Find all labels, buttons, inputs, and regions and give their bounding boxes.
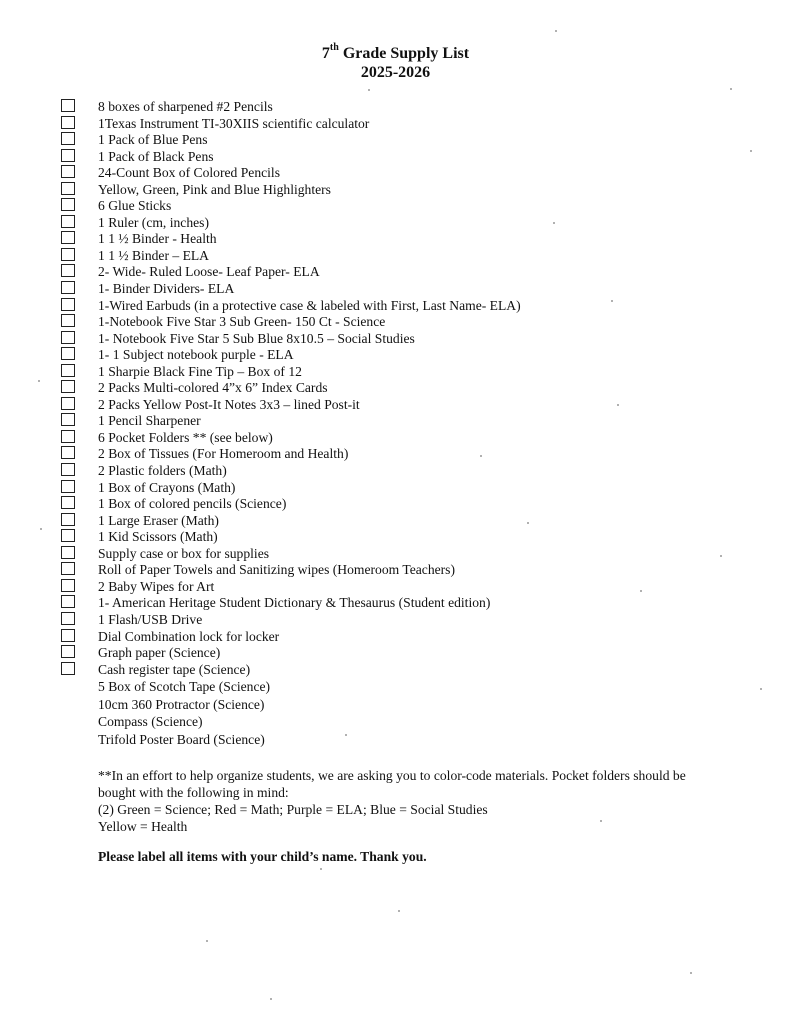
checkbox[interactable] (61, 546, 75, 559)
checkbox[interactable] (61, 480, 75, 493)
list-item: 1 Pack of Blue Pens (98, 132, 208, 148)
list-item: 10cm 360 Protractor (Science) (98, 696, 265, 712)
checkbox[interactable] (61, 595, 75, 608)
scan-speck (720, 555, 722, 557)
list-item: 1 Large Eraser (Math) (98, 512, 219, 528)
list-item: 1 Box of colored pencils (Science) (98, 496, 287, 512)
checkbox[interactable] (61, 364, 75, 377)
grade-suffix: th (329, 41, 339, 53)
list-item: 1 Ruler (cm, inches) (98, 214, 209, 230)
list-item: 2 Box of Tissues (For Homeroom and Health) (98, 446, 349, 462)
checkbox[interactable] (61, 612, 75, 625)
note-line: bought with the following in mind: (98, 785, 289, 800)
checkbox[interactable] (61, 281, 75, 294)
list-item: 2 Packs Yellow Post-It Notes 3x3 – lined Post-it (98, 396, 360, 412)
checkbox[interactable] (61, 579, 75, 592)
list-item: 5 Box of Scotch Tape (Science) (98, 679, 271, 695)
list-item: 2 Baby Wipes for Art (98, 578, 215, 594)
checkbox[interactable] (61, 380, 75, 393)
note-line: (2) Green = Science; Red = Math; Purple = ELA; Blue = Social Studies (98, 802, 488, 817)
list-item: 1 Sharpie Black Fine Tip – Box of 12 (98, 363, 302, 379)
checkbox[interactable] (61, 264, 75, 277)
checkbox[interactable] (61, 446, 75, 459)
list-item: Dial Combination lock for locker (98, 628, 280, 644)
closing-instruction: Please label all items with your child’s name. Thank you. (98, 849, 427, 864)
scan-speck (368, 89, 370, 91)
checkbox[interactable] (61, 314, 75, 327)
list-item: 2- Wide- Ruled Loose- Leaf Paper- ELA (98, 264, 320, 280)
checkbox[interactable] (61, 215, 75, 228)
list-item: 8 boxes of sharpened #2 Pencils (98, 99, 273, 114)
scan-speck (398, 910, 400, 912)
checkbox[interactable] (61, 496, 75, 509)
checkbox-column (61, 99, 75, 678)
checkbox[interactable] (61, 430, 75, 443)
checkbox[interactable] (61, 397, 75, 410)
supply-list (98, 99, 521, 749)
checkbox[interactable] (61, 198, 75, 211)
checkbox[interactable] (61, 413, 75, 426)
scan-speck (611, 300, 613, 302)
scan-speck (760, 688, 762, 690)
scan-speck (617, 404, 619, 406)
checkbox[interactable] (61, 662, 75, 675)
list-item: 24-Count Box of Colored Pencils (98, 165, 280, 181)
scan-speck (730, 88, 732, 90)
scan-speck (40, 528, 42, 530)
list-item: Compass (Science) (98, 714, 203, 730)
list-item: 1- American Heritage Student Dictionary & Thesaurus (Student edition) (98, 595, 491, 611)
scan-speck (600, 820, 602, 822)
list-item: Cash register tape (Science) (98, 661, 251, 677)
list-item: 1 Pack of Black Pens (98, 148, 214, 164)
scan-speck (527, 522, 529, 524)
checkbox[interactable] (61, 298, 75, 311)
scan-speck (555, 30, 557, 32)
checkbox[interactable] (61, 463, 75, 476)
list-item: 2 Packs Multi-colored 4”x 6” Index Cards (98, 380, 328, 396)
checkbox[interactable] (61, 99, 75, 112)
list-item: Yellow, Green, Pink and Blue Highlighters (98, 181, 331, 197)
note-line: Yellow = Health (98, 819, 188, 834)
checkbox[interactable] (61, 347, 75, 360)
checkbox[interactable] (61, 629, 75, 642)
grade-number: 7 (321, 45, 330, 62)
list-item: 1 1 ½ Binder - Health (98, 231, 217, 247)
scan-speck (480, 455, 482, 457)
note-line: **In an effort to help organize students, we are asking you to color-code materials. Pocket folders should be (98, 768, 686, 783)
list-item: 6 Glue Sticks (98, 198, 172, 214)
school-year: 2025-2026 (360, 64, 431, 81)
list-item: Graph paper (Science) (98, 645, 221, 661)
list-item: 6 Pocket Folders ** (see below) (98, 429, 273, 445)
list-item: Supply case or box for supplies (98, 545, 270, 561)
title-line (0, 41, 791, 63)
list-item: 1-Wired Earbuds (in a protective case & labeled with First, Last Name- ELA) (98, 297, 521, 313)
list-item: 1- Notebook Five Star 5 Sub Blue 8x10.5 – Social Studies (98, 330, 415, 346)
list-item: 1- Binder Dividers- ELA (98, 281, 235, 297)
checkbox[interactable] (61, 132, 75, 145)
color-code-note (98, 767, 738, 835)
list-item: 1- 1 Subject notebook purple - ELA (98, 347, 294, 363)
list-item: 2 Plastic folders (Math) (98, 463, 227, 479)
scan-speck (270, 998, 272, 1000)
checkbox[interactable] (61, 165, 75, 178)
checkbox[interactable] (61, 231, 75, 244)
list-item: 1 Pencil Sharpener (98, 413, 201, 429)
scan-speck (553, 222, 555, 224)
page-title (0, 41, 791, 82)
checkbox[interactable] (61, 331, 75, 344)
checkbox[interactable] (61, 149, 75, 162)
scan-speck (640, 590, 642, 592)
list-item: Roll of Paper Towels and Sanitizing wipes (Homeroom Teachers) (98, 562, 455, 578)
checkbox[interactable] (61, 513, 75, 526)
checkbox[interactable] (61, 182, 75, 195)
checkbox[interactable] (61, 248, 75, 261)
list-item: 1 Kid Scissors (Math) (98, 529, 218, 545)
list-item: 1 1 ½ Binder – ELA (98, 247, 210, 263)
title-text: Grade Supply List (338, 45, 470, 62)
scan-speck (750, 150, 752, 152)
checkbox[interactable] (61, 562, 75, 575)
scan-speck (345, 734, 347, 736)
scan-speck (38, 380, 40, 382)
list-item: 1-Notebook Five Star 3 Sub Green- 150 Ct - Science (98, 314, 386, 330)
list-item: 1 Box of Crayons (Math) (98, 479, 236, 495)
list-item: Trifold Poster Board (Science) (98, 731, 265, 747)
checkbox[interactable] (61, 529, 75, 542)
scan-speck (320, 868, 322, 870)
scan-speck (206, 940, 208, 942)
list-item: 1 Flash/USB Drive (98, 611, 203, 627)
list-item: 1Texas Instrument TI-30XIIS scientific calculator (98, 115, 370, 131)
checkbox[interactable] (61, 116, 75, 129)
scan-speck (690, 972, 692, 974)
checkbox[interactable] (61, 645, 75, 658)
